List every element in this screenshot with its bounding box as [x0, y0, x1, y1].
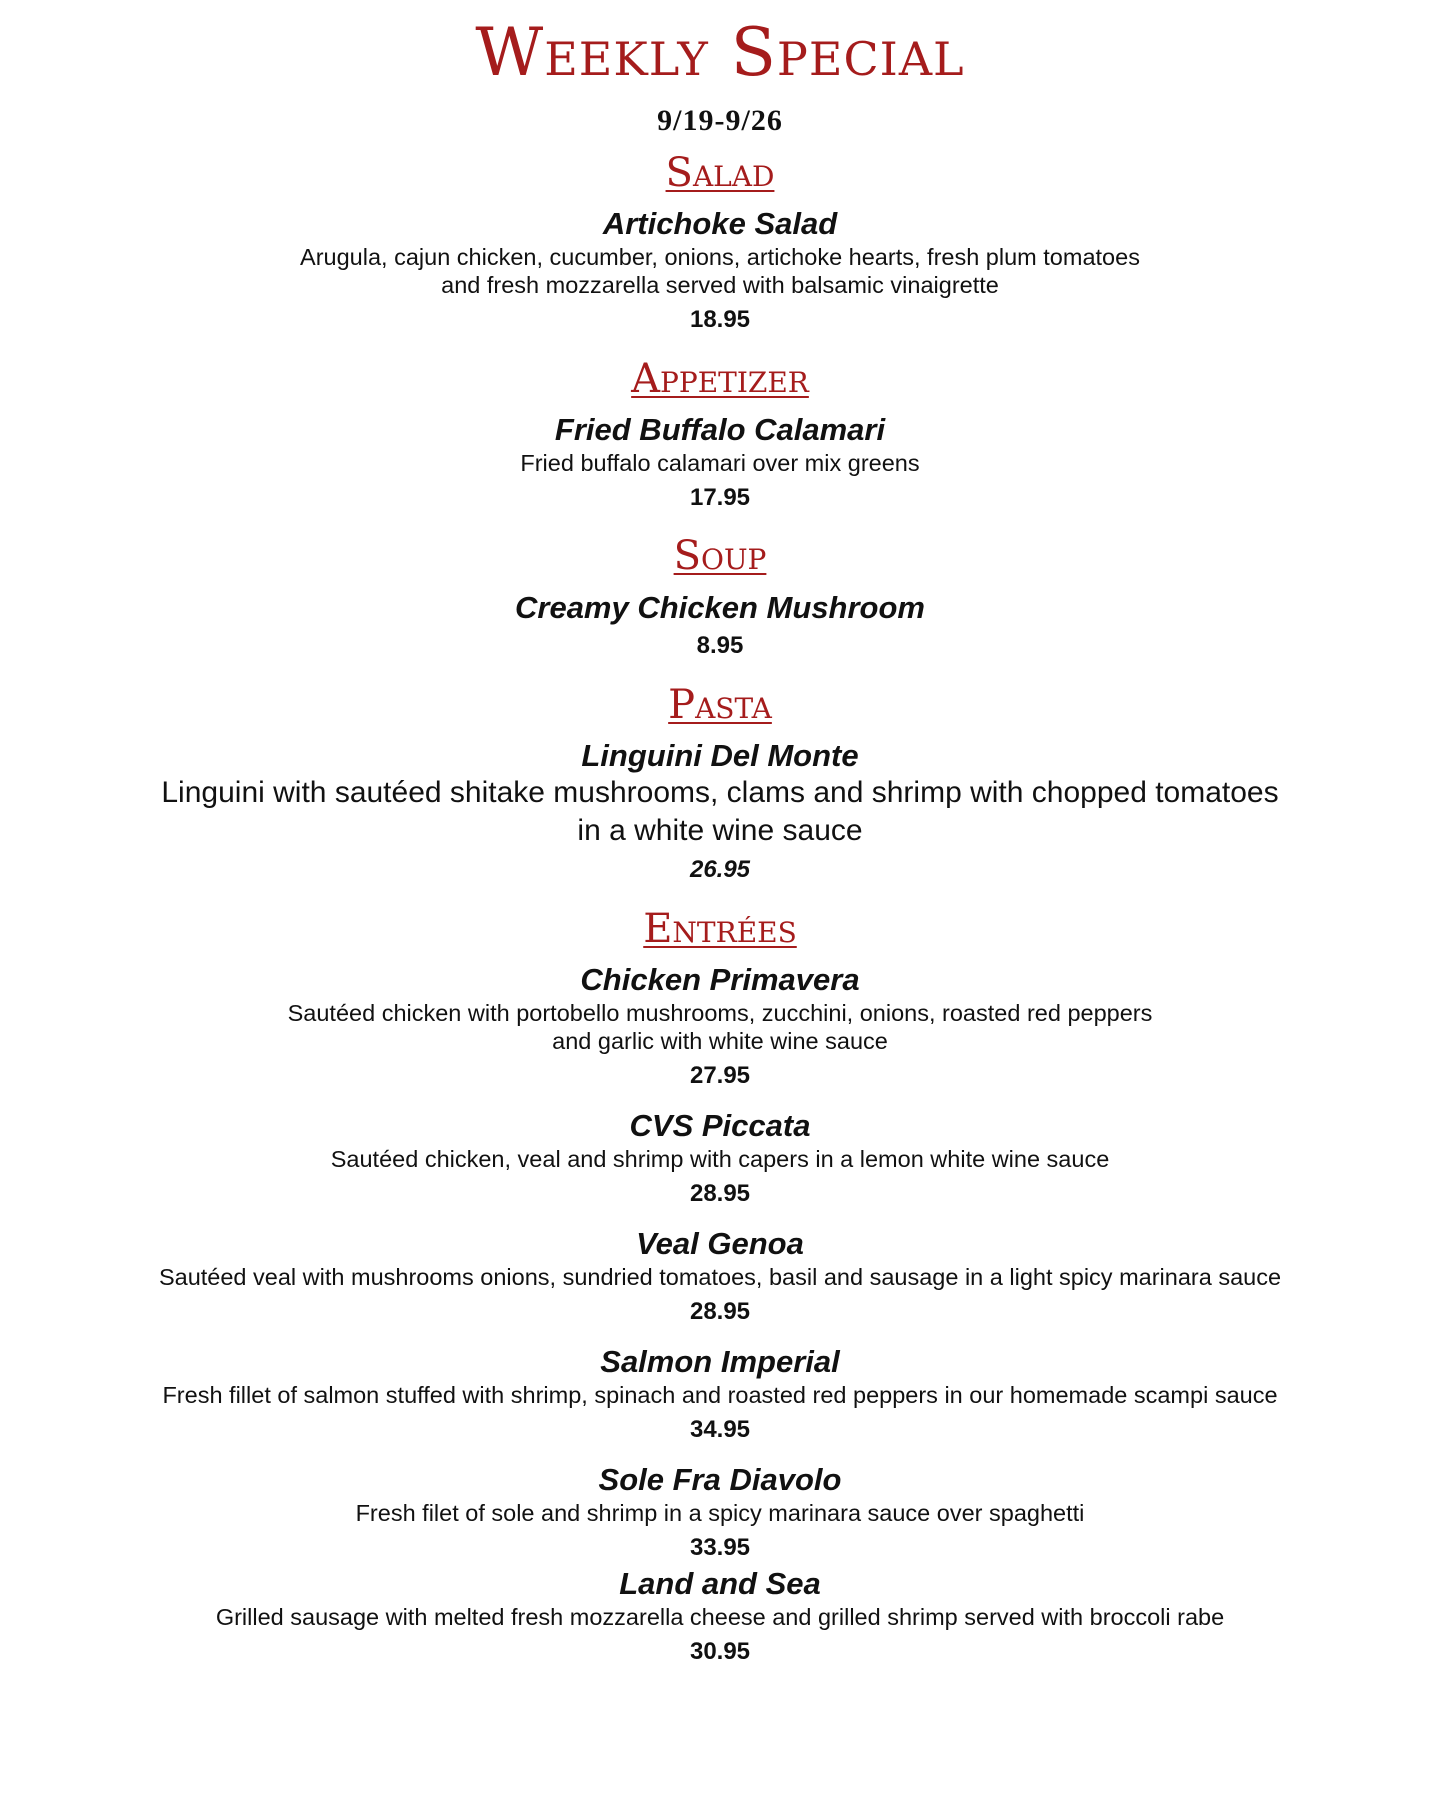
item-price: 28.95: [689, 1298, 751, 1325]
section-heading-appetizer: Appetizer: [631, 356, 809, 402]
item-desc-line-1: Fried buffalo calamari over mix greens: [520, 450, 920, 476]
item-price: 34.95: [689, 1416, 751, 1443]
item-price: 18.95: [689, 306, 751, 333]
section-heading-soup: Soup: [673, 533, 767, 579]
item-name-veal-genoa: Veal Genoa: [636, 1226, 804, 1261]
menu-title: Weekly Special: [475, 14, 965, 91]
item-desc-line-2: in a white wine sauce: [577, 814, 863, 847]
item-desc-line-1: Fresh fillet of salmon stuffed with shrimp, spinach and roasted red peppers in our homemade scampi sauce: [162, 1382, 1278, 1408]
item-desc-line-1: Grilled sausage with melted fresh mozzarella cheese and grilled shrimp served with broccoli rabe: [215, 1604, 1225, 1630]
item-desc-line-1: Sautéed chicken, veal and shrimp with capers in a lemon white wine sauce: [330, 1146, 1110, 1172]
menu-dates: 9/19-9/26: [657, 104, 783, 137]
item-price: 30.95: [689, 1638, 751, 1665]
item-name-chicken-primavera: Chicken Primavera: [580, 962, 860, 997]
item-price: 17.95: [689, 484, 751, 511]
item-name-artichoke-salad: Artichoke Salad: [602, 206, 838, 241]
item-name-sole-fra-diavolo: Sole Fra Diavolo: [598, 1462, 842, 1497]
section-heading-salad: Salad: [665, 150, 775, 196]
item-desc-line-2: and fresh mozzarella served with balsamic vinaigrette: [441, 272, 999, 298]
item-price: 26.95: [689, 856, 751, 883]
item-desc-line-1: Linguini with sautéed shitake mushrooms, clams and shrimp with chopped tomatoes: [161, 776, 1279, 809]
item-price: 28.95: [689, 1180, 751, 1207]
item-price: 8.95: [696, 632, 744, 659]
item-price: 27.95: [689, 1062, 751, 1089]
item-name-land-and-sea: Land and Sea: [619, 1566, 821, 1601]
item-desc-line-2: and garlic with white wine sauce: [552, 1028, 888, 1054]
item-name-fried-buffalo-calamari: Fried Buffalo Calamari: [554, 412, 886, 447]
section-heading-pasta: Pasta: [668, 682, 772, 728]
section-heading-entrees: Entrées: [643, 906, 797, 952]
item-name-cvs-piccata: CVS Piccata: [629, 1108, 811, 1143]
item-name-creamy-chicken-mushroom: Creamy Chicken Mushroom: [515, 590, 925, 625]
item-name-salmon-imperial: Salmon Imperial: [600, 1344, 840, 1379]
item-desc-line-1: Sautéed chicken with portobello mushrooms, zucchini, onions, roasted red peppers: [287, 1000, 1153, 1026]
item-name-linguini-del-monte: Linguini Del Monte: [581, 738, 859, 773]
item-desc-line-1: Sautéed veal with mushrooms onions, sundried tomatoes, basil and sausage in a light spicy marinara sauce: [158, 1264, 1282, 1290]
item-price: 33.95: [689, 1534, 751, 1561]
item-desc-line-1: Fresh filet of sole and shrimp in a spicy marinara sauce over spaghetti: [355, 1500, 1085, 1526]
item-desc-line-1: Arugula, cajun chicken, cucumber, onions, artichoke hearts, fresh plum tomatoes: [300, 244, 1140, 270]
